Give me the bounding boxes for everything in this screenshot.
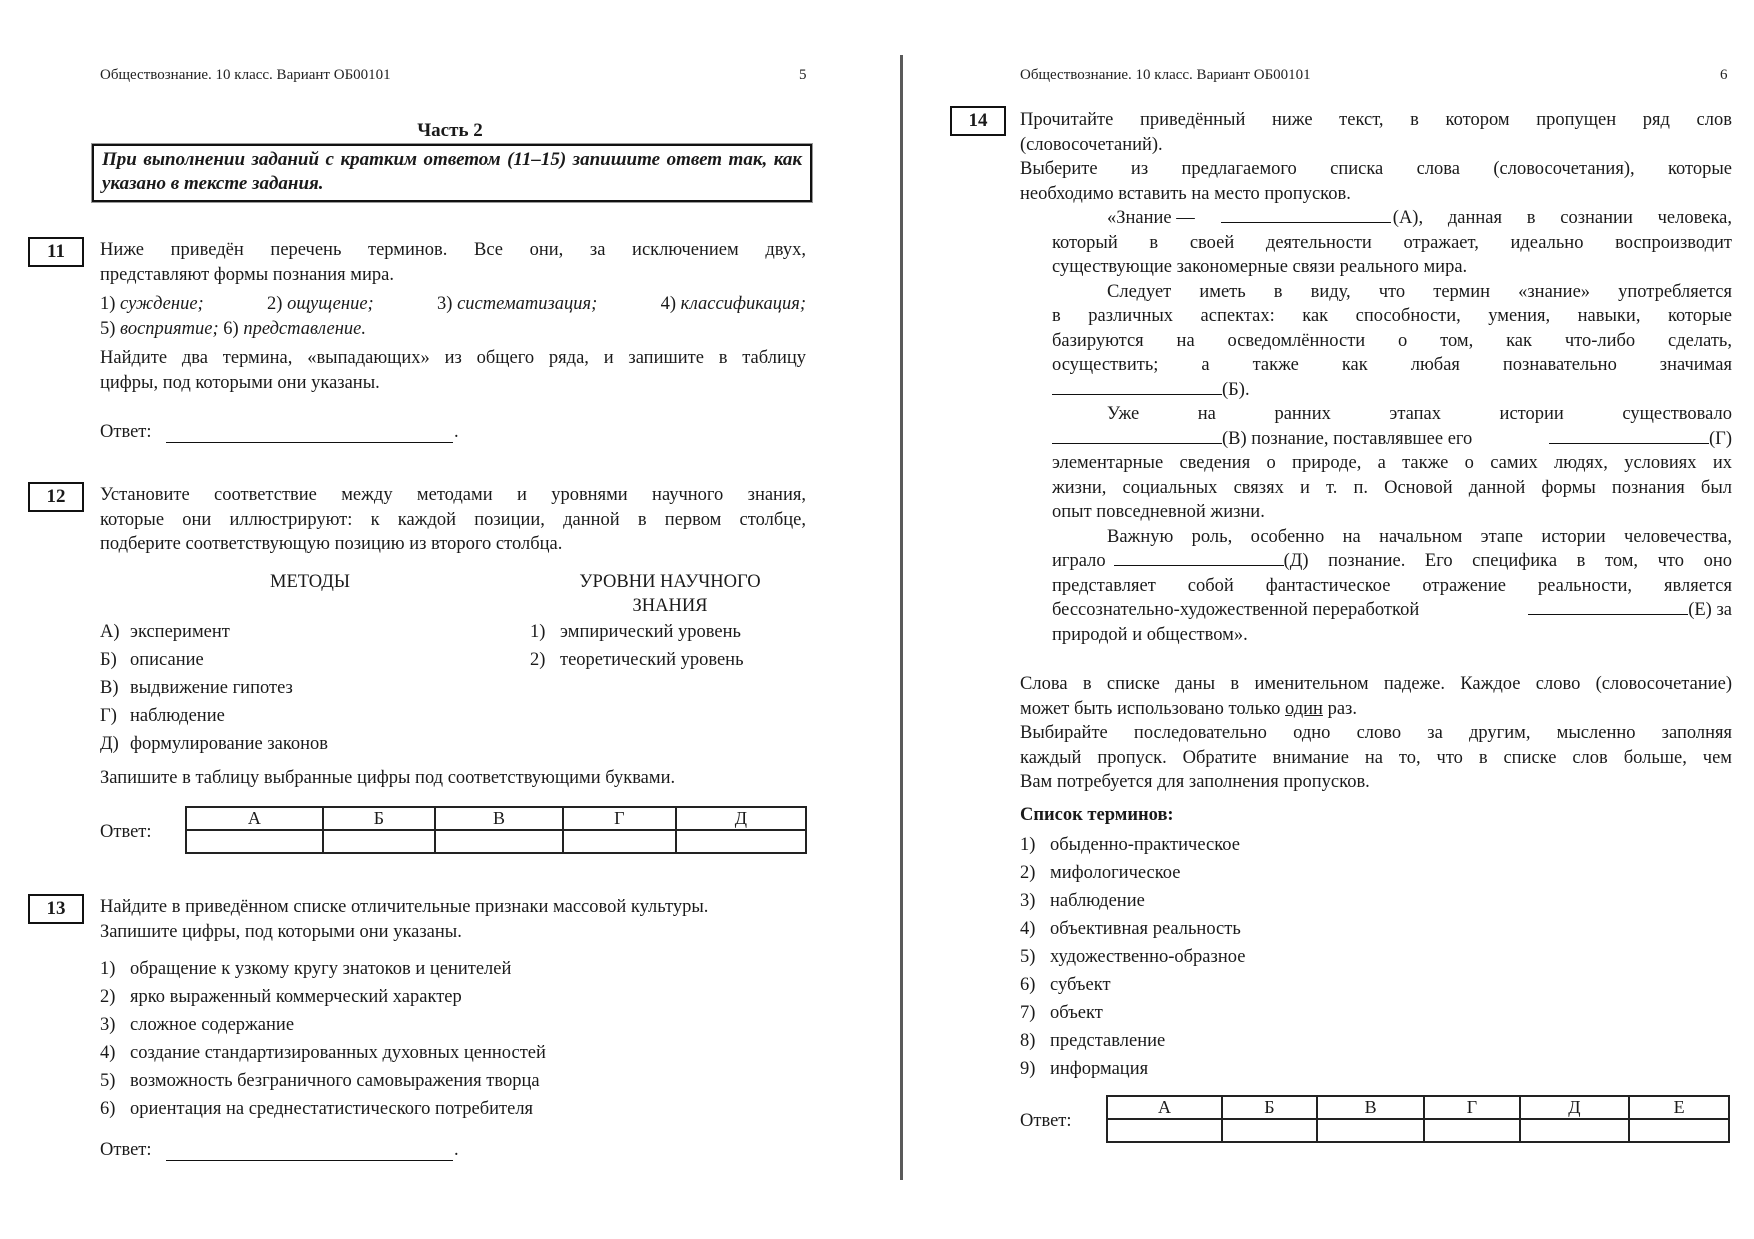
question-number-12: 12 <box>28 482 84 512</box>
q14-answer-label: Ответ: <box>1020 1111 1072 1131</box>
q14-answer-table-values <box>1107 1119 1729 1142</box>
q13-answer-dot: . <box>454 1140 459 1160</box>
gap-v-field[interactable] <box>1052 427 1222 444</box>
q11-task: Найдите два термина, «выпадающих» из общего ряда, и запишите в таблицу цифры, под которыми они указаны. <box>100 348 806 393</box>
q12-answer-table-header <box>186 807 806 830</box>
gap-d-field[interactable] <box>1114 549 1284 566</box>
question-number-13: 13 <box>28 894 84 924</box>
q14-answer-cell-e[interactable] <box>1629 1119 1729 1142</box>
question-number-11: 11 <box>28 237 84 267</box>
q13-item-2: 2) ярко выраженный коммерческий характер <box>100 987 462 1007</box>
q12-answer-label: Ответ: <box>100 822 152 842</box>
question-number-14: 14 <box>950 106 1006 136</box>
method-item-a: А) эксперимент <box>100 622 230 642</box>
level-item-2: 2) теоретический уровень <box>530 650 744 670</box>
q13-answer-label: Ответ: <box>100 1140 152 1160</box>
term-item-5: 5) художественно-образное <box>1020 947 1246 967</box>
q14-col-v: В <box>1317 1096 1425 1119</box>
q13-item-5: 5) возможность безграничного самовыражения творца <box>100 1071 540 1091</box>
term-item-6: 6) субъект <box>1020 975 1111 995</box>
q14-col-a: А <box>1107 1096 1222 1119</box>
q11-term-4: 4) классификация; <box>660 294 806 314</box>
q12-intro: Установите соответствие между методами и уровнями научного знания, которые они иллюстрируют: к каждой позиции, данной в первом столбце, подберите соответствующую позицию из второго столбца. <box>100 485 806 554</box>
q14-col-b: Б <box>1222 1096 1317 1119</box>
methods-column-header: МЕТОДЫ <box>270 572 350 592</box>
term-item-4: 4) объективная реальность <box>1020 919 1241 939</box>
q14-answer-cell-g[interactable] <box>1424 1119 1519 1142</box>
q14-notes: Слова в списке даны в именительном падеже. Каждое слово (словосочетание) может быть использовано только один раз. Выбирайте последовательно одно слово за другим, мысленно заполняя каждый пропуск. Обратите внимание на то, что в списке слов больше, чем Вам потребуется для заполнения пропусков. <box>1020 674 1732 792</box>
q13-intro: Найдите в приведённом списке отличительные признаки массовой культуры. Запишите цифры, под которыми они указаны. <box>100 897 709 942</box>
q14-answer-cell-a[interactable] <box>1107 1119 1222 1142</box>
q14-passage: «Знание — (А), данная в сознании человека, который в своей деятельности отражает, идеально воспроизводит существующие закономерные связи реального мира. Следует иметь в виду, что термин «знание» употребляется в различных аспектах: как способности, умения, навыки, которые базируются на осведомлённости о том, как что-либо сделать, осуществить; а также как любая познавательно значимая (Б). Уже на ранних этапах истории существовало (В) познание, поставлявшее его (Г) элементарные сведения о природе, а также о самих людях, условиях их жизни, социальных связях и т. п. Основой данной формы познания был опыт повседневной жизни. Важную роль, особенно на начальном этапе истории человечества, играло (Д) познание. Его специфика в том, что оно представляет собой фантастическое отражение реальности, является бессознательно-художественной переработкой (Е) за природой и обществом». <box>1052 208 1732 645</box>
q11-term-6: 6) представление. <box>223 318 367 339</box>
term-item-3: 3) наблюдение <box>1020 891 1145 911</box>
page-number: 6 <box>1720 67 1728 83</box>
q11-answer-field[interactable] <box>166 442 453 443</box>
gap-e-field[interactable] <box>1528 598 1688 615</box>
terms-list-header: Список терминов: <box>1020 805 1174 825</box>
part-title: Часть 2 <box>417 120 483 141</box>
q11-term-3: 3) систематизация; <box>437 294 598 314</box>
running-header: Обществознание. 10 класс. Вариант ОБ00101 <box>1020 67 1311 83</box>
q11-answer-label: Ответ: <box>100 422 152 442</box>
method-item-v: В) выдвижение гипотез <box>100 678 293 698</box>
q14-intro: Прочитайте приведённый ниже текст, в котором пропущен ряд слов (словосочетаний). Выберите из предлагаемого списка слова (словосочетания), которые необходимо вставить на место пропусков. <box>1020 110 1732 204</box>
gap-a-field[interactable] <box>1221 206 1391 223</box>
q12-answer-cell-d[interactable] <box>676 830 806 853</box>
q11-term-5: 5) восприятие; <box>100 318 219 339</box>
term-item-1: 1) обыденно-практическое <box>1020 835 1240 855</box>
q12-table-instruction: Запишите в таблицу выбранные цифры под соответствующими буквами. <box>100 768 676 788</box>
q11-term-2: 2) ощущение; <box>267 294 374 314</box>
q11-intro-line2: представляют формы познания мира. <box>100 264 394 285</box>
gap-b-field[interactable] <box>1052 378 1222 395</box>
q11-term-1: 1) суждение; <box>100 294 204 314</box>
q13-answer-field[interactable] <box>166 1160 453 1161</box>
term-item-2: 2) мифологическое <box>1020 863 1181 883</box>
q12-col-d: Д <box>676 807 806 830</box>
q14-answer-cell-b[interactable] <box>1222 1119 1317 1142</box>
q11-intro-line1: Ниже приведён перечень терминов. Все они, за исключением двух, <box>100 240 806 260</box>
term-item-9: 9) информация <box>1020 1059 1149 1079</box>
running-header: Обществознание. 10 класс. Вариант ОБ00101 <box>100 67 391 83</box>
page-number: 5 <box>799 67 807 83</box>
q12-answer-cell-g[interactable] <box>563 830 676 853</box>
q14-col-g: Г <box>1424 1096 1519 1119</box>
q14-col-e: Е <box>1629 1096 1729 1119</box>
gap-g-field[interactable] <box>1549 427 1709 444</box>
levels-column-header: УРОВНИ НАУЧНОГО ЗНАНИЯ <box>579 572 761 616</box>
level-item-1: 1) эмпирический уровень <box>530 622 741 642</box>
q12-answer-cell-b[interactable] <box>323 830 435 853</box>
q12-col-b: Б <box>323 807 435 830</box>
q12-answer-table-values <box>186 830 806 853</box>
q12-answer-cell-a[interactable] <box>186 830 323 853</box>
q12-answer-table <box>185 806 807 854</box>
term-item-7: 7) объект <box>1020 1003 1103 1023</box>
q11-answer-dot: . <box>454 422 459 442</box>
term-item-8: 8) представление <box>1020 1031 1166 1051</box>
emphasis-once: один <box>1285 698 1323 719</box>
method-item-b: Б) описание <box>100 650 204 670</box>
q13-item-1: 1) обращение к узкому кругу знатоков и ценителей <box>100 959 512 979</box>
q12-col-a: А <box>186 807 323 830</box>
q11-terms <box>100 292 806 341</box>
q13-item-3: 3) сложное содержание <box>100 1015 295 1035</box>
method-item-d: Д) формулирование законов <box>100 734 329 754</box>
q12-col-v: В <box>435 807 563 830</box>
q14-answer-table <box>1106 1095 1730 1143</box>
q14-answer-table-header <box>1107 1096 1729 1119</box>
method-item-g: Г) наблюдение <box>100 706 225 726</box>
q14-answer-cell-d[interactable] <box>1520 1119 1630 1142</box>
q12-col-g: Г <box>563 807 676 830</box>
q11-intro <box>100 238 806 287</box>
q12-answer-cell-v[interactable] <box>435 830 563 853</box>
q14-col-d: Д <box>1520 1096 1630 1119</box>
q13-item-6: 6) ориентация на среднестатистического потребителя <box>100 1099 534 1119</box>
page-divider <box>900 55 903 1180</box>
instruction-box: При выполнении заданий с кратким ответом (11–15) запишите ответ так, как указано в тексте задания. <box>92 144 812 202</box>
q13-item-4: 4) создание стандартизированных духовных ценностей <box>100 1043 546 1063</box>
q14-answer-cell-v[interactable] <box>1317 1119 1425 1142</box>
